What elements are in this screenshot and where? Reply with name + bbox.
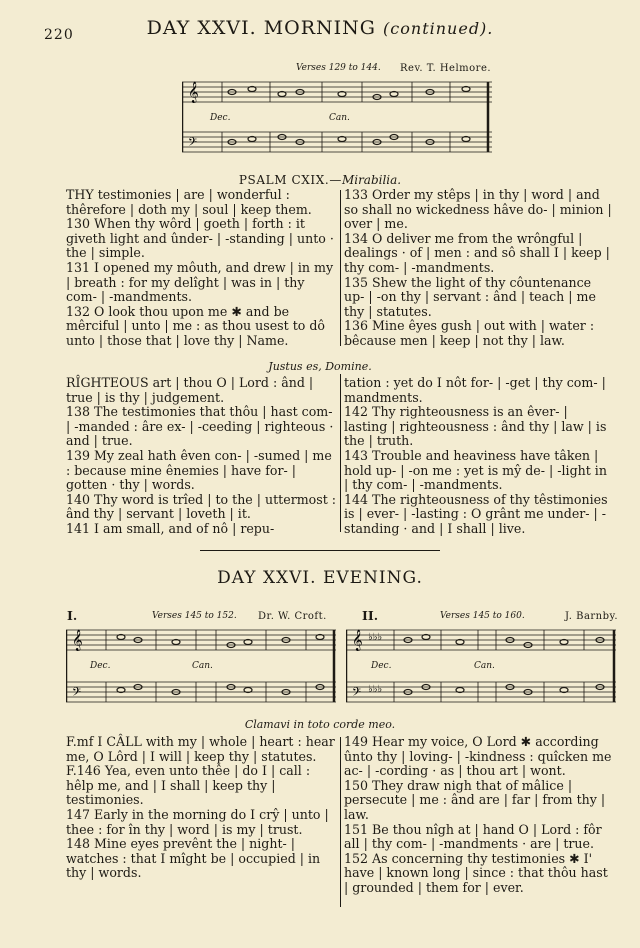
morning-dec-label: Dec. bbox=[210, 113, 231, 123]
verse: 132 O look thou upon me ✱ and be mêrciful | unto | me : as thou usest to dô unto | those that | love thy | Name. bbox=[66, 303, 325, 348]
column-divider bbox=[340, 737, 341, 907]
psalm-name: PSALM CXIX.— bbox=[238, 173, 342, 187]
evening-latin: Clamavi in toto corde meo. bbox=[244, 718, 396, 731]
verse: THY testimonies | are | wonderful : thêrefore | doth my | soul | keep them. bbox=[66, 187, 312, 217]
chant1-can-label: Can. bbox=[192, 661, 213, 671]
psalm-latin: Mirabilia. bbox=[341, 173, 402, 187]
svg-text:𝄢: 𝄢 bbox=[188, 136, 198, 152]
chant1-composer: Dr. W. Croft. bbox=[258, 611, 327, 622]
page-title bbox=[0, 17, 640, 39]
verse: 149 Hear my voice, O Lord ✱ according ûnto thy | loving- | -kindness : quîcken me ac- | -cording · as | thou art | wont. bbox=[344, 734, 612, 779]
verse: 131 I opened my môuth, and drew | in my | breath : for my delîght | was in | thy com- | -mandments. bbox=[66, 259, 334, 305]
verse: tation : yet do I nôt for- | -get | thy com- | mandments. bbox=[344, 375, 606, 405]
title-continued: (continued). bbox=[383, 19, 494, 38]
section2-title bbox=[0, 360, 640, 373]
verse: 141 I am small, and of nô | repu- bbox=[66, 520, 275, 536]
verse: F.146 Yea, even unto thêe | do I | call : hêlp me, and | I shall | keep thy | testimonies. bbox=[66, 763, 311, 808]
verse: 140 Thy word is trîed | to the | uttermost : ând thy | servant | loveth | it. bbox=[66, 491, 337, 522]
section3-right bbox=[344, 735, 614, 896]
verse: RÎGHTEOUS art | thou O | Lord : ând | true | is thy | judgement. bbox=[66, 375, 314, 405]
section2-left bbox=[66, 376, 336, 537]
verse: 151 Be thou nîgh at | hand O | Lord : fôr all | thy com- | -mandments · are | true. bbox=[344, 821, 602, 852]
column-divider bbox=[340, 374, 341, 532]
verse: 139 My zeal hath êven con- | -sumed | me : because mine ênemies | have for- | gotten · thy | words. bbox=[66, 447, 332, 493]
verse: 147 Early in the morning do I crŷ | unto | thee : for în thy | word | is my | trust. bbox=[66, 806, 329, 837]
svg-text:𝄢: 𝄢 bbox=[352, 686, 362, 702]
verse: 142 Thy righteousness is an êver- | lasting | righteousness : ând thy | law | is the | truth. bbox=[344, 404, 607, 449]
chant1-verses: Verses 145 to 152. bbox=[152, 611, 237, 621]
verse: 143 Trouble and heaviness have tâken | hold up- | -on me : yet is mŷ de- | -light in | thy com- | -mandments. bbox=[344, 447, 607, 493]
chant2-number: II. bbox=[362, 608, 379, 623]
section3-left bbox=[66, 735, 336, 881]
psalm-title bbox=[0, 173, 640, 187]
page-number: 220 bbox=[44, 27, 74, 43]
chant2-dec-label: Dec. bbox=[371, 661, 392, 671]
chant2-verses: Verses 145 to 160. bbox=[440, 611, 525, 621]
section2-latin: Justus es, bbox=[268, 360, 322, 373]
svg-text:𝄞: 𝄞 bbox=[352, 630, 363, 651]
evening-title: DAY XXVI. EVENING. bbox=[217, 568, 423, 588]
verse: 152 As concerning thy testimonies ✱ I' have | known long | since : that thôu hast | grounded | them for | ever. bbox=[344, 850, 608, 895]
verse: 150 They draw nigh that of mâlice | persecute | me : ând are | far | from thy | law. bbox=[344, 777, 606, 822]
svg-text:𝄞: 𝄞 bbox=[72, 630, 83, 651]
chant1-dec-label: Dec. bbox=[90, 661, 111, 671]
verse: 134 O deliver me from the wrôngful | dealings · of | men : and sô shall I | keep | thy com- | -mandments. bbox=[344, 230, 610, 275]
chant2-can-label: Can. bbox=[474, 661, 495, 671]
section1-left bbox=[66, 188, 336, 349]
verse: 136 Mine êyes gush | out with | water : bêcause men | keep | not thy | law. bbox=[344, 318, 595, 348]
verse: 130 When thy wôrd | goeth | forth : it giveth light and ûnder- | -standing | unto · the | simple. bbox=[66, 216, 334, 261]
morning-composer: Rev. T. Helmore. bbox=[400, 63, 492, 74]
morning-verses: Verses 129 to 144. bbox=[296, 63, 381, 73]
svg-text:♭♭♭: ♭♭♭ bbox=[368, 684, 383, 695]
verse: F.mf I CÂLL with my | whole | heart : hear me, O Lôrd | I will | keep thy | statutes. bbox=[66, 734, 335, 764]
verse: 138 The testimonies that thôu | hast com- | -manded : âre ex- | -ceeding | righteous · and | true. bbox=[66, 404, 334, 449]
svg-text:𝄞: 𝄞 bbox=[188, 82, 199, 103]
svg-text:♭♭♭: ♭♭♭ bbox=[368, 632, 383, 643]
section2-latin2: Domine. bbox=[325, 360, 372, 373]
verse: 148 Mine eyes prevênt the | night- | watches : that I mîght be | occupied | in thy | words. bbox=[66, 836, 321, 881]
section-separator bbox=[200, 550, 440, 551]
title-text: DAY XXVI. MORNING bbox=[146, 17, 376, 39]
section2-right bbox=[344, 376, 614, 537]
morning-can-label: Can. bbox=[329, 113, 350, 123]
column-divider bbox=[340, 190, 341, 346]
verse: 144 The righteousness of thy têstimonies is | ever- | -lasting : O grânt me under- | -standing · and | I shall | live. bbox=[344, 491, 608, 536]
verse: 133 Order my stêps | in thy | word | and so shall no wickedness hâve do- | minion | over | me. bbox=[344, 187, 612, 232]
chant1-number: I. bbox=[67, 608, 78, 623]
chant2-composer: J. Barnby. bbox=[565, 611, 619, 622]
verse: 135 Shew the light of thy côuntenance up- | -on thy | servant : ând | teach | me thy | statutes. bbox=[344, 274, 596, 319]
svg-text:𝄢: 𝄢 bbox=[72, 686, 82, 702]
section1-right bbox=[344, 188, 614, 349]
